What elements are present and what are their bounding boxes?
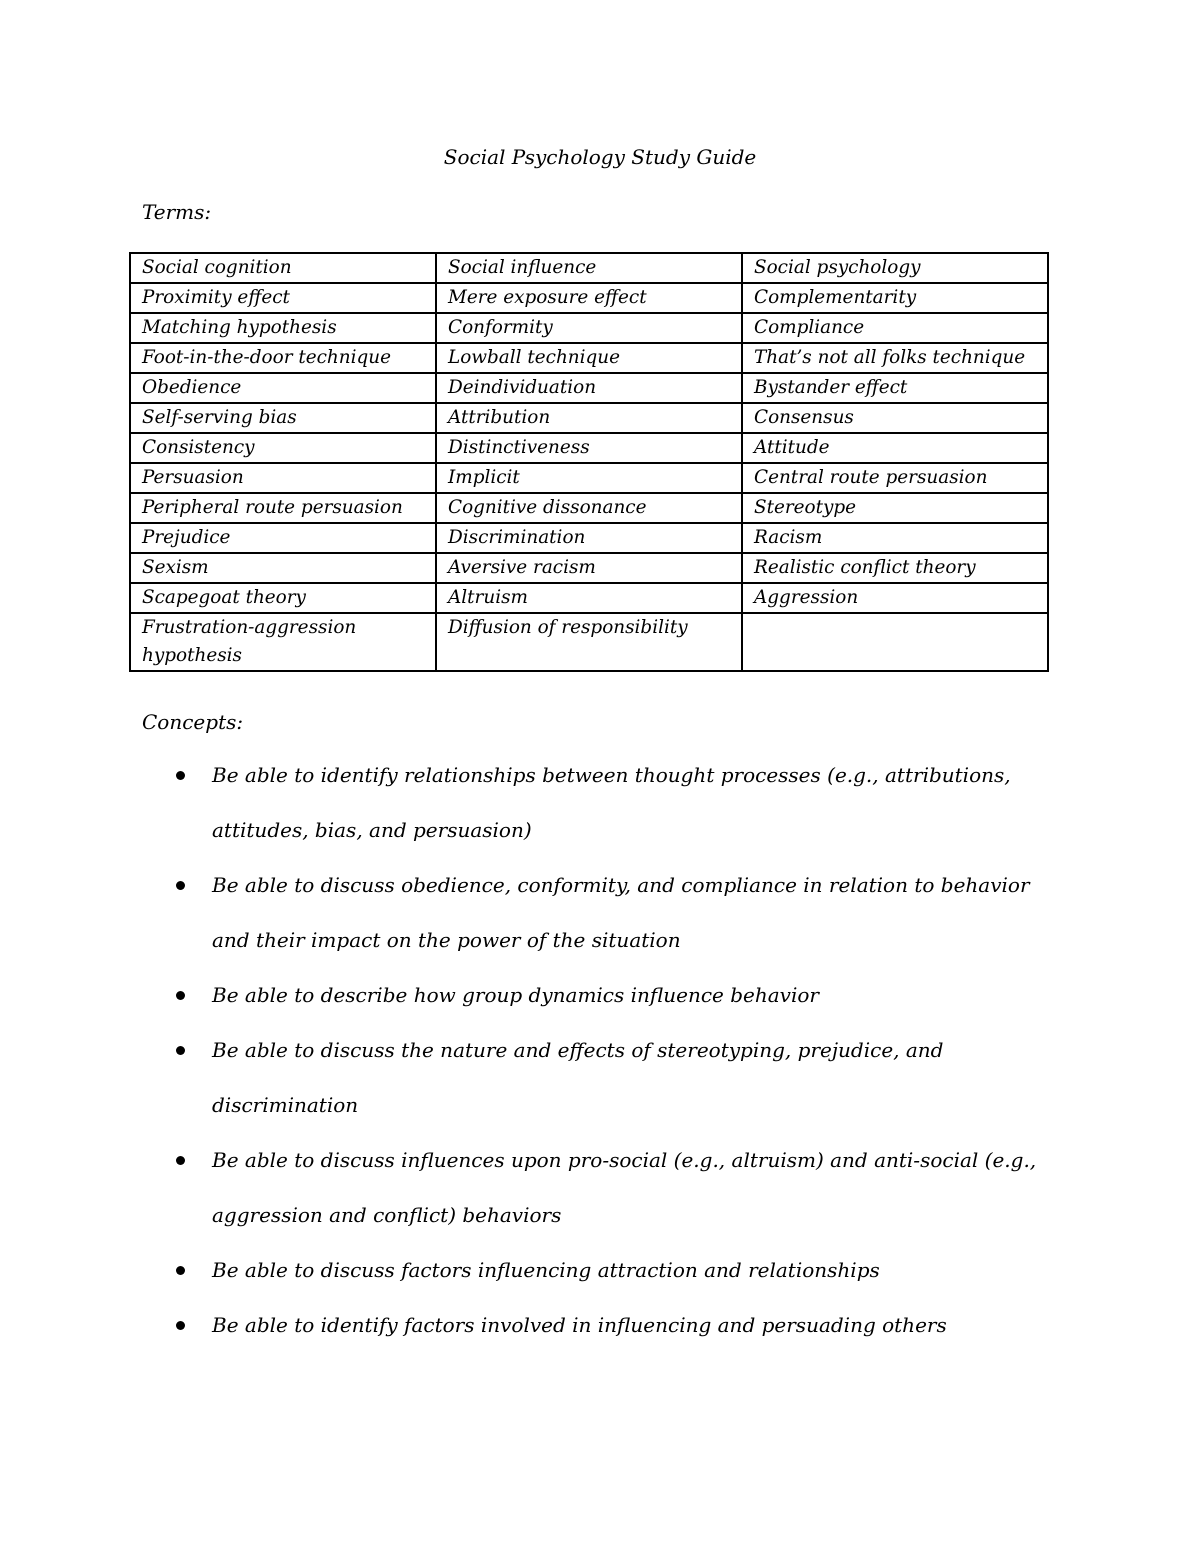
table-row xyxy=(130,403,1048,433)
concept-text: Be able to identify relationships between thought processes (e.g., attributions, attitudes, bias, and persuasion) xyxy=(212,763,1011,842)
term-cell: Foot-in-the-door technique xyxy=(130,343,436,373)
list-item xyxy=(212,748,1062,858)
list-item xyxy=(212,858,1062,968)
table-row xyxy=(130,433,1048,463)
page-title: Social Psychology Study Guide xyxy=(443,145,757,169)
term-cell: Implicit xyxy=(436,463,742,493)
term-cell: Complementarity xyxy=(742,283,1048,313)
term-cell: Persuasion xyxy=(130,463,436,493)
term-cell xyxy=(742,613,1048,671)
term-cell: Social cognition xyxy=(130,253,436,283)
concept-text: Be able to discuss obedience, conformity, and compliance in relation to behavior and their impact on the power of the situation xyxy=(212,873,1030,952)
list-item xyxy=(212,1298,1062,1353)
term-cell: Proximity effect xyxy=(130,283,436,313)
bullet-icon xyxy=(176,771,185,780)
bullet-icon xyxy=(176,1266,185,1275)
term-cell: Discrimination xyxy=(436,523,742,553)
table-row xyxy=(130,343,1048,373)
term-cell: That’s not all folks technique xyxy=(742,343,1048,373)
term-cell: Consistency xyxy=(130,433,436,463)
term-cell: Central route persuasion xyxy=(742,463,1048,493)
concept-text: Be able to discuss factors influencing attraction and relationships xyxy=(212,1258,880,1282)
term-cell: Cognitive dissonance xyxy=(436,493,742,523)
concept-text: Be able to describe how group dynamics influence behavior xyxy=(212,983,819,1007)
term-cell: Attribution xyxy=(436,403,742,433)
bullet-icon xyxy=(176,881,185,890)
term-cell: Deindividuation xyxy=(436,373,742,403)
term-cell: Sexism xyxy=(130,553,436,583)
term-cell: Racism xyxy=(742,523,1048,553)
term-cell: Prejudice xyxy=(130,523,436,553)
terms-heading: Terms: xyxy=(142,200,212,224)
bullet-icon xyxy=(176,1156,185,1165)
table-row xyxy=(130,283,1048,313)
concepts-heading: Concepts: xyxy=(142,710,244,734)
term-cell: Compliance xyxy=(742,313,1048,343)
table-row xyxy=(130,583,1048,613)
term-cell: Peripheral route persuasion xyxy=(130,493,436,523)
table-row xyxy=(130,313,1048,343)
term-cell: Bystander effect xyxy=(742,373,1048,403)
bullet-icon xyxy=(176,1046,185,1055)
term-cell: Matching hypothesis xyxy=(130,313,436,343)
term-cell: Aversive racism xyxy=(436,553,742,583)
term-cell: Social psychology xyxy=(742,253,1048,283)
term-cell: Distinctiveness xyxy=(436,433,742,463)
term-cell: Diffusion of responsibility xyxy=(436,613,742,671)
term-cell: Lowball technique xyxy=(436,343,742,373)
list-item xyxy=(212,1023,1062,1133)
term-cell: Attitude xyxy=(742,433,1048,463)
table-row xyxy=(130,373,1048,403)
table-row xyxy=(130,553,1048,583)
term-cell: Conformity xyxy=(436,313,742,343)
concept-text: Be able to discuss influences upon pro-social (e.g., altruism) and anti-social (e.g., aggression and conflict) behaviors xyxy=(212,1148,1037,1227)
list-item xyxy=(212,968,1062,1023)
bullet-icon xyxy=(176,991,185,1000)
term-cell: Altruism xyxy=(436,583,742,613)
bullet-icon xyxy=(176,1321,185,1330)
table-row xyxy=(130,463,1048,493)
concepts-list xyxy=(0,748,1200,1353)
term-cell: Stereotype xyxy=(742,493,1048,523)
term-cell: Social influence xyxy=(436,253,742,283)
term-cell: Aggression xyxy=(742,583,1048,613)
term-cell: Scapegoat theory xyxy=(130,583,436,613)
terms-table xyxy=(129,252,1049,672)
table-row xyxy=(130,613,1048,671)
table-row xyxy=(130,253,1048,283)
list-item xyxy=(212,1133,1062,1243)
term-cell: Mere exposure effect xyxy=(436,283,742,313)
term-cell: Consensus xyxy=(742,403,1048,433)
term-cell: Frustration-aggression hypothesis xyxy=(130,613,436,671)
concept-text: Be able to identify factors involved in influencing and persuading others xyxy=(212,1313,947,1337)
table-row xyxy=(130,523,1048,553)
term-cell: Self-serving bias xyxy=(130,403,436,433)
term-cell: Obedience xyxy=(130,373,436,403)
term-cell: Realistic conflict theory xyxy=(742,553,1048,583)
table-row xyxy=(130,493,1048,523)
concept-text: Be able to discuss the nature and effects of stereotyping, prejudice, and discrimination xyxy=(212,1038,944,1117)
list-item xyxy=(212,1243,1062,1298)
